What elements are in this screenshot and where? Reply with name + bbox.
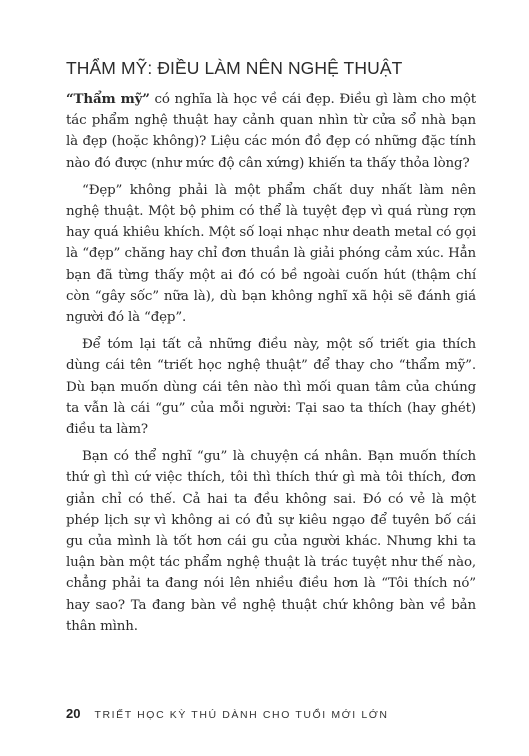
section-heading: THẨM MỸ: ĐIỀU LÀM NÊN NGHỆ THUẬT: [66, 58, 403, 78]
page-number: 20: [66, 706, 81, 721]
paragraph-2: “Đẹp” không phải là một phẩm chất duy nhất làm nên nghệ thuật. Một bộ phim có thể là tuyệt đẹp vì quá rùng rợn hay quá khiêu khích. Một số loại nhạc như death metal có gọi là “đẹp” chăng hay chỉ đơn thuần là giải phóng cảm xúc. Hẳn bạn đã từng thấy một ai đó có bề ngoài cuốn hút (thậm chí còn “gây sốc” nữa là), dù bạn không nghĩ xã hội sẽ đánh giá người đó là “đẹp”.: [66, 182, 476, 326]
term-highlight: “Thẩm mỹ”: [66, 91, 150, 107]
paragraph-1-text: có nghĩa là học về cái đẹp. Điều gì làm cho một tác phẩm nghệ thuật hay cảnh quan nhìn từ cửa sổ nhà bạn là đẹp (hoặc không)? Liệu các món đồ đẹp có những đặc tính nào đó được (như mức độ cân xứng) khiến ta thấy thỏa lòng?: [66, 92, 476, 171]
paragraph-1: [66, 89, 476, 174]
paragraph-3: Để tóm lại tất cả những điều này, một số triết gia thích dùng cái tên “triết học nghệ thuật” để thay cho “thẩm mỹ”. Dù bạn muốn dùng cái tên nào thì mối quan tâm của chúng ta vẫn là cái “gu” của mỗi người: Tại sao ta thích (hay ghét) điều ta làm?: [66, 337, 476, 438]
page-footer: [66, 703, 486, 722]
paragraph-4: Bạn có thể nghĩ “gu” là chuyện cá nhân. Bạn muốn thích thứ gì thì cứ việc thích, tôi thì thích thứ gì mà tôi thích, đơn giản chỉ có thế. Cả hai ta đều không sai. Đó có vẻ là một phép lịch sự vì không ai có đủ sự kiêu ngạo để tuyên bố cái gu của mình là tốt hơn cái gu của người khác. Nhưng khi ta luận bàn một tác phẩm nghệ thuật là trác tuyệt như thế nào, chẳng phải ta đang nói lên nhiều điều hơn là “Tôi thích nó” hay sao? Ta đang bàn về nghệ thuật chứ không bàn về bản thân mình.: [66, 449, 476, 634]
running-title: TRIẾT HỌC KỲ THÚ DÀNH CHO TUỔI MỚI LỚN: [94, 709, 389, 721]
body-text: [66, 89, 476, 643]
